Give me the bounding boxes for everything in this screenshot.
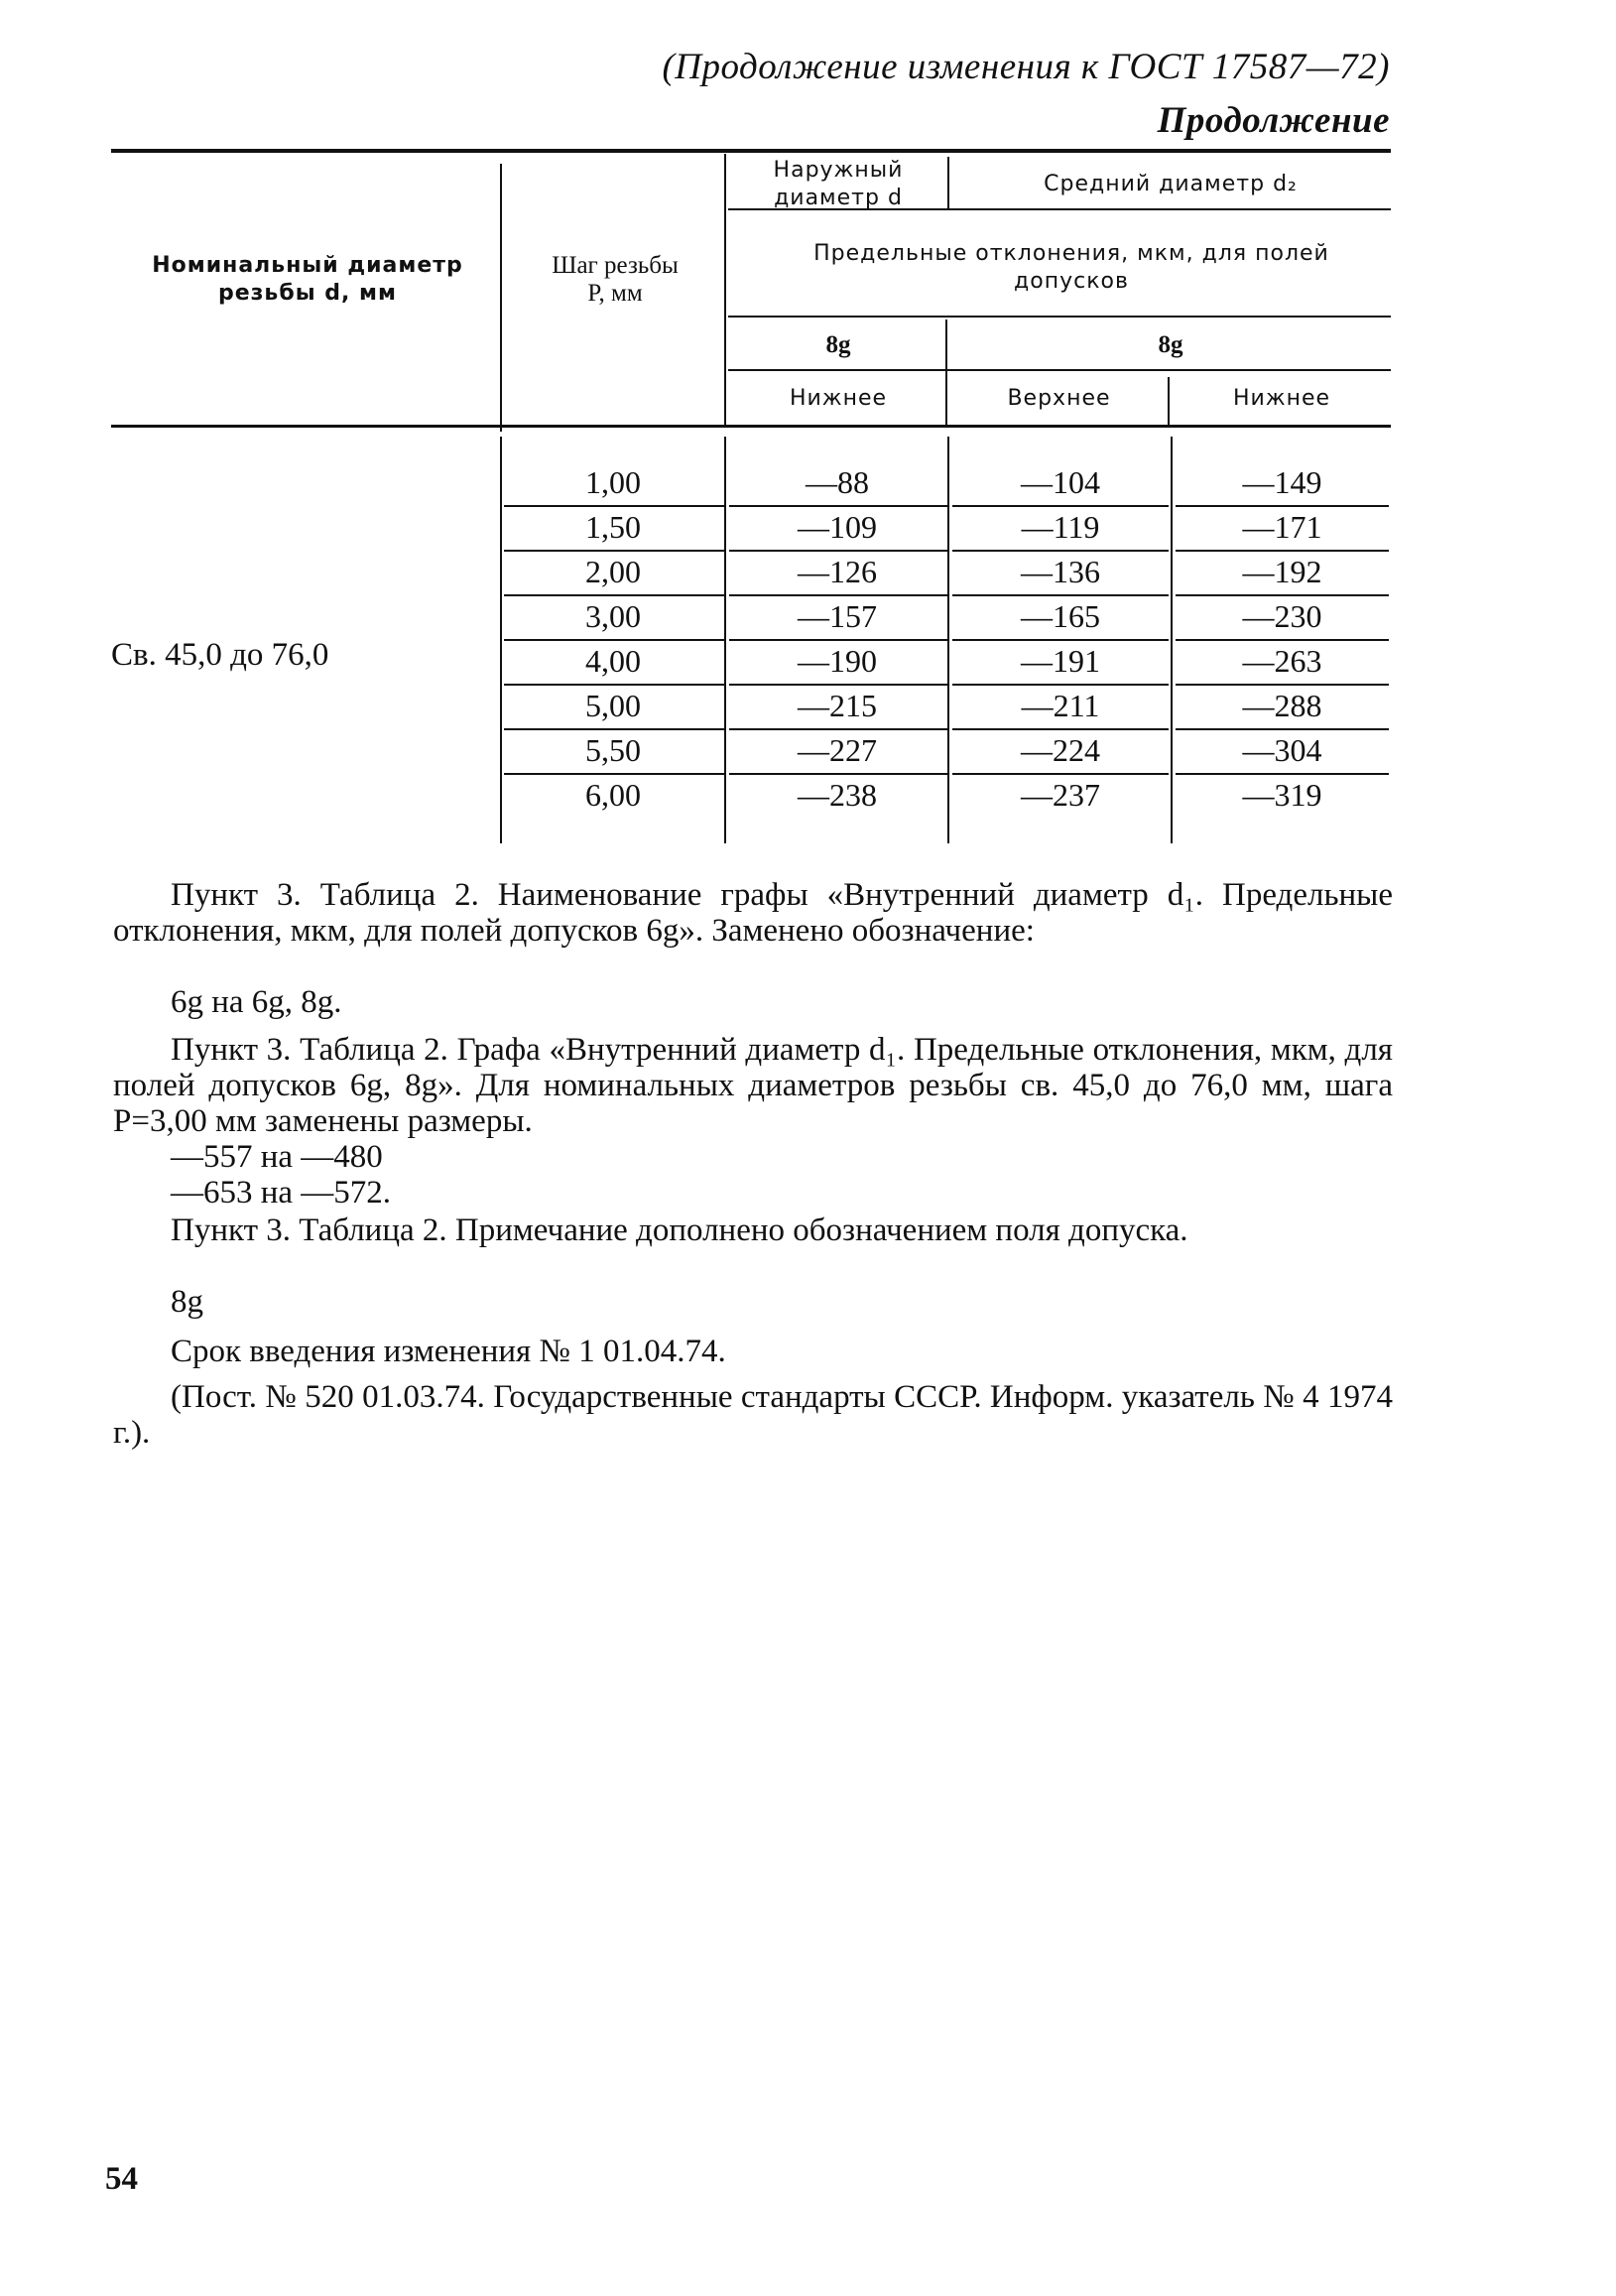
paragraph-2c: —653 на —572. — [171, 1175, 392, 1211]
cell-outer-lower: —88 — [806, 464, 869, 500]
row-rule — [952, 594, 1169, 596]
row-rule — [729, 684, 947, 686]
header-outer-diameter: Наружный диаметр d — [773, 158, 904, 210]
paragraph-1: Пункт 3. Таблица 2. Наименование графы «Внутренний диаметр d₁. Предельные отклонения, мкм, для полей допусков 6g». Заменено обозначение: — [113, 877, 1393, 949]
header-limit-deviations: Предельные отклонения, мкм, для полей допусков — [813, 241, 1329, 294]
cell-outer-lower: —157 — [798, 598, 877, 634]
row-rule — [504, 728, 724, 730]
table-vrule — [724, 437, 726, 843]
row-rule — [1176, 550, 1389, 552]
cell-pitch: 2,00 — [585, 554, 641, 589]
page-number: 54 — [105, 2161, 138, 2197]
cell-mean-lower: —319 — [1242, 777, 1322, 813]
row-rule — [729, 728, 947, 730]
row-rule — [1176, 684, 1389, 686]
table-vrule — [947, 437, 949, 843]
cell-pitch: 5,00 — [585, 688, 641, 723]
table-vrule — [945, 319, 947, 427]
cell-pitch: 1,50 — [585, 509, 641, 545]
table-header-bottom-rule — [111, 425, 1391, 428]
row-rule — [504, 594, 724, 596]
row-rule — [1176, 505, 1389, 507]
row-rule — [952, 684, 1169, 686]
row-rule — [729, 639, 947, 641]
row-rule — [729, 773, 947, 775]
tolerance-outer: 8g — [825, 331, 851, 358]
table-rule — [728, 369, 1391, 371]
row-rule — [504, 639, 724, 641]
tolerance-table — [0, 0, 1616, 893]
cell-mean-upper: —165 — [1021, 598, 1100, 634]
cell-outer-lower: —109 — [798, 509, 877, 545]
cell-mean-upper: —191 — [1021, 643, 1100, 679]
header-outer-lower: Нижнее — [789, 386, 888, 411]
cell-mean-upper: —237 — [1021, 777, 1100, 813]
row-rule — [952, 550, 1169, 552]
range-label: Св. 45,0 до 76,0 — [111, 637, 329, 673]
cell-mean-upper: —211 — [1021, 688, 1100, 723]
row-rule — [1176, 639, 1389, 641]
table-vrule — [724, 154, 726, 427]
row-rule — [504, 684, 724, 686]
cell-outer-lower: —227 — [798, 732, 877, 768]
header-pitch: Шаг резьбы P, мм — [552, 252, 679, 307]
row-rule — [729, 594, 947, 596]
paragraph-3: Пункт 3. Таблица 2. Примечание дополнено обозначением поля допуска. — [171, 1212, 1188, 1248]
cell-outer-lower: —190 — [798, 643, 877, 679]
paragraph-3b: 8g — [171, 1284, 203, 1320]
row-rule — [1176, 773, 1389, 775]
cell-mean-lower: —149 — [1242, 464, 1322, 500]
row-rule — [952, 639, 1169, 641]
paragraph-5: (Пост. № 520 01.03.74. Государственные стандарты СССР. Информ. указатель № 4 1974 г.). — [113, 1379, 1393, 1451]
cell-mean-lower: —192 — [1242, 554, 1322, 589]
table-vrule — [500, 164, 502, 432]
paragraph-1b: 6g на 6g, 8g. — [171, 984, 342, 1020]
cell-mean-upper: —136 — [1021, 554, 1100, 589]
cell-mean-lower: —171 — [1242, 509, 1322, 545]
cell-mean-upper: —119 — [1021, 509, 1100, 545]
cell-outer-lower: —215 — [798, 688, 877, 723]
cell-outer-lower: —238 — [798, 777, 877, 813]
cell-mean-lower: —263 — [1242, 643, 1322, 679]
cell-outer-lower: —126 — [798, 554, 877, 589]
table-top-rule — [111, 149, 1391, 153]
row-rule — [504, 505, 724, 507]
cell-mean-upper: —104 — [1021, 464, 1100, 500]
row-rule — [504, 550, 724, 552]
row-rule — [952, 728, 1169, 730]
row-rule — [504, 773, 724, 775]
header-mean-diameter: Средний диаметр d₂ — [1044, 172, 1298, 196]
cell-pitch: 5,50 — [585, 732, 641, 768]
paragraph-2b: —557 на —480 — [171, 1139, 383, 1175]
row-rule — [1176, 728, 1389, 730]
header-mean-upper: Верхнее — [1007, 386, 1111, 411]
cell-pitch: 6,00 — [585, 777, 641, 813]
cell-mean-lower: —288 — [1242, 688, 1322, 723]
row-rule — [1176, 594, 1389, 596]
row-rule — [729, 505, 947, 507]
row-rule — [729, 550, 947, 552]
cell-mean-lower: —304 — [1242, 732, 1322, 768]
table-vrule — [500, 437, 502, 843]
paragraph-2: Пункт 3. Таблица 2. Графа «Внутренний диаметр d₁. Предельные отклонения, мкм, для полей допусков 6g, 8g». Для номинальных диаметров резьбы св. 45,0 до 76,0 мм, шага P=3,00 мм заменены размеры. — [113, 1032, 1393, 1139]
tolerance-mean: 8g — [1158, 331, 1183, 358]
cell-pitch: 1,00 — [585, 464, 641, 500]
header-mean-lower: Нижнее — [1232, 386, 1331, 411]
row-rule — [952, 505, 1169, 507]
cell-mean-upper: —224 — [1021, 732, 1100, 768]
cell-pitch: 4,00 — [585, 643, 641, 679]
table-rule — [728, 316, 1391, 318]
table-vrule — [1171, 437, 1173, 843]
cell-mean-lower: —230 — [1242, 598, 1322, 634]
table-vrule — [947, 157, 949, 208]
cell-pitch: 3,00 — [585, 598, 641, 634]
header-nominal-diameter: Номинальный диаметр резьбы d, мм — [152, 253, 463, 306]
paragraph-4: Срок введения изменения № 1 01.04.74. — [171, 1334, 726, 1369]
header-continuation: (Продолжение изменения к ГОСТ 17587—72) — [662, 47, 1390, 87]
table-vrule — [1168, 377, 1170, 427]
header-continued-label: Продолжение — [1157, 100, 1390, 141]
row-rule — [952, 773, 1169, 775]
